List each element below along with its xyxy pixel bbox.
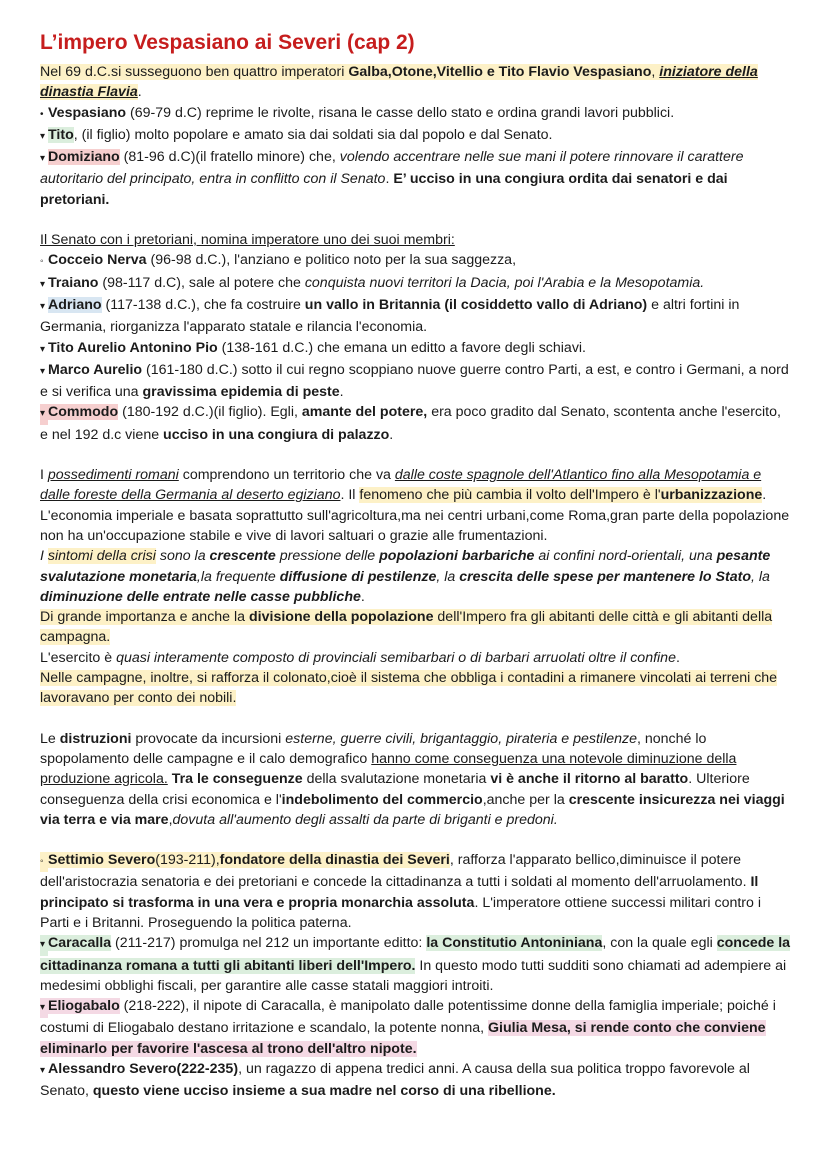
- bullet-marker: ▾: [40, 404, 48, 424]
- paragraph: [40, 230, 792, 250]
- text-segment: e altri fortini in Germania, riorganizza l'apparato statale e rilancia l'economia.: [40, 296, 740, 336]
- text-segment: (218-222), il nipote di Caracalla, è manipolato dalle potentissime donne della famiglia imperiale; poiché i costumi di Eliogabalo destano irritazione e scandalo, la potente nonna,: [40, 998, 776, 1037]
- text-segment: Le: [40, 730, 60, 747]
- bullet-marker: ▾: [40, 278, 46, 290]
- bullet-marker: ▾: [40, 343, 46, 355]
- bullet-marker: •: [40, 108, 44, 120]
- text-segment: . L'imperatore ottiene successi militari contro i Parti e i Britanni. Proseguendo la politica paterna.: [40, 894, 762, 931]
- text-segment: indebolimento del commercio: [281, 791, 483, 808]
- text-segment: Commodo: [48, 404, 119, 421]
- text-segment: (96-98 d.C.), l'anziano e politico noto per la sua saggezza,: [146, 252, 517, 269]
- paragraph: [40, 1059, 792, 1102]
- text-segment: ,anche per la: [482, 791, 569, 808]
- paragraph: [40, 125, 792, 147]
- text-segment: . Ulteriore conseguenza della crisi economica e l': [40, 771, 750, 808]
- text-segment: Giulia Mesa, si rende conto che conviene eliminarlo per favorire l'ascesa al trono dell'altro nipote.: [40, 1020, 766, 1057]
- paragraph: [40, 668, 792, 709]
- text-segment: (193-211),: [155, 852, 220, 869]
- text-segment: sintomi della crisi: [47, 548, 156, 565]
- document-body: [40, 62, 792, 1102]
- text-segment: un vallo in Britannia (il cosiddetto vallo di Adriano): [304, 296, 648, 313]
- text-segment: crescente insicurezza nei viaggi via terra e via mare: [40, 791, 785, 828]
- text-segment: sono la: [155, 548, 210, 565]
- text-segment: .: [675, 649, 680, 666]
- paragraph: [40, 338, 792, 360]
- text-segment: ,la frequente: [196, 568, 280, 585]
- paragraph: [40, 402, 792, 445]
- bullet-marker: ◦: [40, 852, 48, 872]
- text-segment: Nel 69 d.C.si susseguono ben quattro imperatori: [40, 64, 349, 80]
- text-segment: (211-217) promulga nel 212 un importante editto:: [111, 935, 427, 952]
- text-segment: . Il: [340, 487, 360, 504]
- text-segment: questo viene ucciso insieme a sua madre nel corso di una ribellione.: [92, 1083, 556, 1100]
- text-segment: Marco Aurelio: [48, 361, 143, 378]
- text-segment: Nelle campagne, inoltre, si rafforza il colonato,cioè il sistema che obbliga i contadini a rimanere vincolati ai terreni che lavoravano per conto dei nobili.: [40, 670, 778, 707]
- text-segment: , rafforza l'apparato bellico,diminuisce il potere dell'aristocrazia senatoria e dei pretoriani e concede la cittadinanza a tutti i soldati al momento dell'arruolamento.: [40, 852, 751, 891]
- document-title: L’impero Vespasiano ai Severi (cap 2): [40, 31, 415, 54]
- text-segment: divisione della popolazione: [249, 609, 434, 626]
- text-segment: fenomeno che più cambia il volto dell'Impero è l': [359, 487, 661, 504]
- text-segment: (161-180 d.C.) sotto il cui regno scoppiano nuove guerre contro Parti, a est, e contro i Germani, a nord e si verifica una: [40, 361, 789, 401]
- text-segment: , nonché lo spopolamento delle campagne e il calo demografico: [40, 730, 707, 767]
- text-segment: .: [360, 588, 365, 605]
- bullet-marker: ▾: [40, 998, 48, 1018]
- bullet-marker: ▾: [40, 935, 48, 955]
- text-segment: .: [137, 84, 142, 101]
- text-segment: fondatore della dinastia dei Severi: [219, 852, 450, 869]
- text-segment: Galba,Otone,Vitellio e Tito Flavio Vespasiano: [348, 64, 652, 80]
- text-segment: Tito Aurelio Antonino Pio: [48, 339, 218, 356]
- text-segment: Caracalla: [48, 935, 112, 952]
- text-segment: concede la cittadinanza romana a tutti gli abitanti liberi dell'Impero.: [40, 935, 791, 974]
- paragraph-spacer: [40, 210, 792, 230]
- text-segment: volendo accentrare nelle sue mani il potere rinnovare il carattere autoritario del principato, entra in conflitto con il Senato: [40, 149, 744, 188]
- text-segment: ,: [168, 811, 173, 828]
- text-segment: provocate da incursioni: [131, 730, 286, 747]
- text-segment: ucciso in una congiura di palazzo: [163, 426, 390, 443]
- text-segment: , un ragazzo di appena tredici anni. A causa della sua politica troppo favorevole al Senato,: [40, 1061, 750, 1100]
- text-segment: .: [389, 426, 394, 443]
- paragraph: [40, 147, 792, 210]
- paragraph: [40, 729, 792, 830]
- text-segment: Il Senato con i pretoriani, nomina imperatore uno dei suoi membri:: [40, 232, 455, 249]
- text-segment: popolazioni barbariche: [379, 548, 535, 565]
- paragraph-spacer: [40, 709, 792, 729]
- text-segment: dell'Impero fra gli abitanti delle città e gli abitanti della campagna.: [40, 609, 773, 646]
- text-segment: Di grande importanza e anche la: [40, 609, 249, 626]
- text-segment: ai confini nord-orientali, una: [534, 548, 717, 565]
- text-segment: hanno come conseguenza una notevole diminuzione della produzione agricola.: [40, 750, 737, 788]
- text-segment: gravissima epidemia di peste: [142, 384, 340, 401]
- text-segment: urbanizzazione: [660, 487, 763, 504]
- document-page: [40, 30, 792, 1102]
- text-segment: dovuta all'aumento degli assalti da parte di briganti e predoni.: [172, 811, 558, 828]
- text-segment: era poco gradito dal Senato, scontenta anche l'esercito, e nel 192 d.c viene: [40, 404, 781, 443]
- text-segment: .: [385, 171, 394, 188]
- text-segment: crescita delle spese per mantenere lo Stato: [459, 568, 751, 585]
- text-segment: .: [339, 384, 344, 401]
- text-segment: Adriano: [48, 296, 102, 313]
- text-segment: , con la quale egli: [602, 935, 717, 952]
- text-segment: comprendono un territorio che va: [178, 467, 395, 484]
- paragraph: [40, 465, 792, 546]
- text-segment: amante del potere,: [301, 404, 428, 421]
- paragraph: [40, 62, 792, 103]
- paragraph: [40, 607, 792, 648]
- bullet-marker: ▾: [40, 130, 46, 142]
- paragraph: [40, 996, 792, 1059]
- text-segment: conquista nuovi territori la Dacia, poi l'Arabia e la Mesopotamia.: [304, 274, 705, 291]
- text-segment: Eliogabalo: [48, 998, 120, 1015]
- bullet-marker: ▾: [40, 153, 46, 165]
- text-segment: della svalutazione monetaria: [302, 771, 491, 788]
- text-segment: la Constitutio Antoniniana: [426, 935, 603, 952]
- text-segment: (180-192 d.C.)(il figlio). Egli,: [118, 404, 302, 421]
- text-segment: , la: [751, 568, 770, 585]
- text-segment: pesante svalutazione monetaria: [40, 548, 771, 585]
- text-segment: crescente: [209, 548, 276, 565]
- text-segment: I: [40, 467, 48, 484]
- text-segment: E’ ucciso in una congiura ordita dai senatori e dai pretoriani.: [40, 171, 728, 208]
- paragraph: [40, 648, 792, 668]
- paragraph: [40, 273, 792, 295]
- paragraph: [40, 546, 792, 607]
- text-segment: Il principato si trasforma in una vera e propria monarchia assoluta: [40, 874, 759, 911]
- text-segment: (81-96 d.C)(il fratello minore) che,: [119, 149, 340, 166]
- bullet-marker: ◦: [40, 256, 44, 268]
- paragraph: [40, 360, 792, 403]
- text-segment: In questo modo tutti sudditi sono chiamati ad adempiere ai medesimi obblighi fiscali, per garantire alle casse statali maggiori introiti.: [40, 957, 787, 994]
- text-segment: possedimenti romani: [47, 467, 179, 484]
- text-segment: Tito: [48, 126, 74, 143]
- text-segment: (117-138 d.C.), che fa costruire: [101, 296, 305, 313]
- text-segment: (69-79 d.C) reprime le rivolte, risana le casse dello stato e ordina grandi lavori pubblici.: [126, 104, 675, 121]
- text-segment: quasi interamente composto di provinciali semibarbari o di barbari arruolati oltre il confine: [116, 649, 676, 666]
- text-segment: dalle coste spagnole dell'Atlantico fino alla Mesopotamia e dalle foreste della Germania al deserto egiziano: [40, 467, 762, 504]
- paragraph-spacer: [40, 830, 792, 850]
- text-segment: , (il figlio) molto popolare e amato sia dai soldati sia dal popolo e dal Senato.: [73, 126, 553, 143]
- text-segment: Traiano: [48, 274, 99, 291]
- text-segment: Alessandro Severo(222-235): [48, 1061, 239, 1078]
- text-segment: pressione delle: [275, 548, 380, 565]
- text-segment: (98-117 d.C), sale al potere che: [98, 274, 305, 291]
- text-segment: . L'economia imperiale e basata soprattutto sull'agricoltura,ma nei centri urbani,come Roma,gran parte della popolazione non ha un'occupazione stabile e vive di lavori saltuari o grazie alle frumentazioni.: [40, 487, 790, 544]
- bullet-marker: ▾: [40, 1065, 46, 1077]
- paragraph: [40, 933, 792, 996]
- paragraph: [40, 295, 792, 338]
- text-segment: I: [40, 548, 48, 565]
- paragraph: [40, 250, 792, 272]
- text-segment: Tra le conseguenze: [171, 771, 303, 788]
- text-segment: iniziatore della dinastia Flavia: [40, 64, 758, 101]
- text-segment: esterne, guerre civili, brigantaggio, pirateria e pestilenze: [285, 730, 637, 747]
- text-segment: Cocceio Nerva: [48, 252, 147, 269]
- bullet-marker: ▾: [40, 365, 46, 377]
- text-segment: Domiziano: [48, 149, 120, 166]
- text-segment: , la: [436, 568, 460, 585]
- text-segment: ,: [651, 64, 660, 80]
- text-segment: diminuzione delle entrate nelle casse pubbliche: [40, 588, 361, 605]
- text-segment: distruzioni: [59, 730, 132, 747]
- text-segment: Settimio Severo: [48, 852, 156, 869]
- paragraph-spacer: [40, 445, 792, 465]
- text-segment: (138-161 d.C.) che emana un editto a favore degli schiavi.: [217, 339, 587, 356]
- paragraph: [40, 103, 792, 125]
- text-segment: vi è anche il ritorno al baratto: [490, 771, 689, 788]
- paragraph: [40, 850, 792, 933]
- text-segment: diffusione di pestilenze: [279, 568, 437, 585]
- text-segment: L'esercito è: [40, 649, 117, 666]
- bullet-marker: ▾: [40, 300, 46, 312]
- text-segment: Vespasiano: [48, 104, 127, 121]
